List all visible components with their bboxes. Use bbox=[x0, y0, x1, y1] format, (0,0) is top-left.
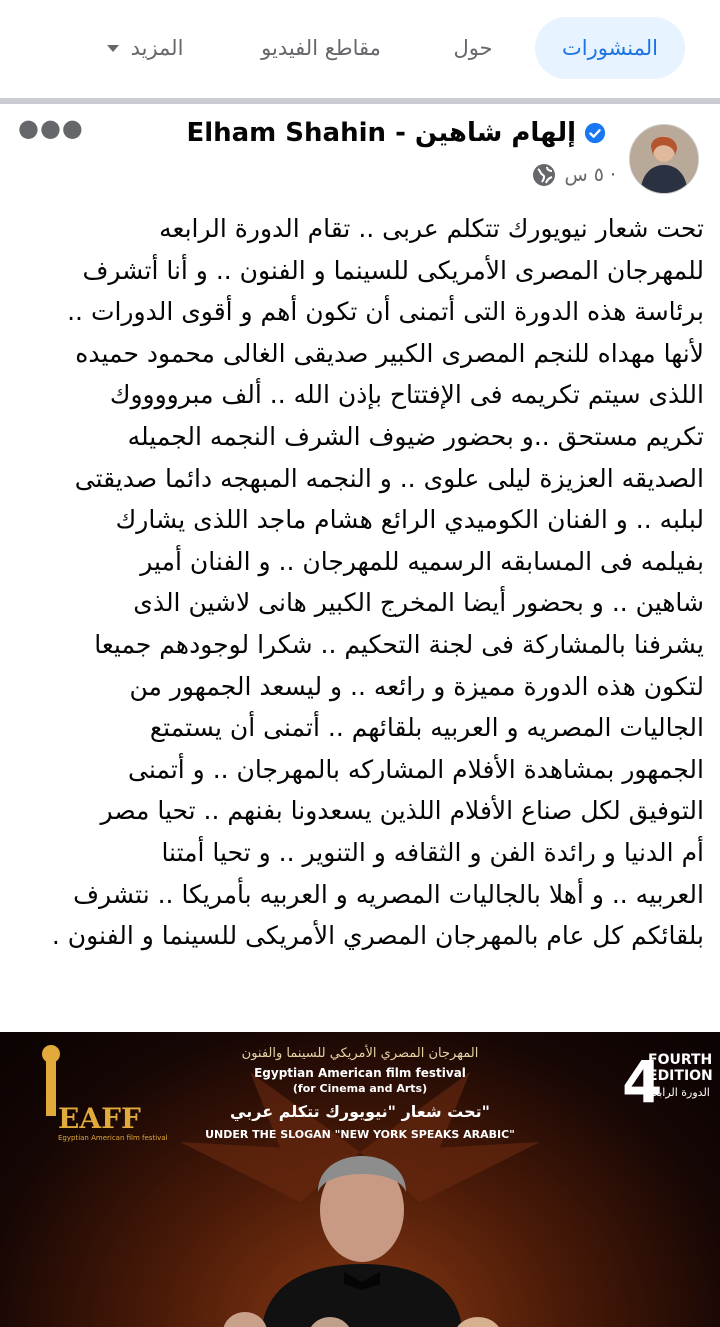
tab-posts-label: المنشورات bbox=[561, 36, 659, 60]
tab-about[interactable] bbox=[428, 17, 518, 79]
globe-icon bbox=[532, 163, 556, 187]
tab-more-label: المزيد bbox=[130, 36, 184, 60]
tab-about-label: حول bbox=[453, 36, 493, 60]
tab-videos-label: مقاطع الفيديو bbox=[261, 36, 381, 60]
poster-festival-sub: (for Cinema and Arts) bbox=[292, 1082, 428, 1095]
more-options-icon[interactable]: ●●● bbox=[18, 114, 84, 142]
poster-festival-en: Egyptian American film festival bbox=[254, 1066, 466, 1080]
post-text-line: للمهرجان المصرى الأمريكى للسينما و الفنون .. و أنا أتشرف bbox=[82, 255, 704, 285]
tab-videos[interactable] bbox=[232, 17, 410, 79]
post-image-poster[interactable] bbox=[0, 1032, 720, 1327]
author-name[interactable]: Elham Shahin - إلهام شاهين bbox=[186, 118, 576, 148]
profile-tabs bbox=[0, 0, 720, 96]
poster-slogan-en: UNDER THE SLOGAN "NEW YORK SPEAKS ARABIC" bbox=[205, 1128, 515, 1141]
verified-badge-icon bbox=[584, 122, 606, 144]
post-text-line: بفيلمه فى المسابقه الرسميه للمهرجان .. و الفنان أمير bbox=[140, 546, 704, 576]
post-text-line: لبلبه .. و الفنان الكوميدي الرائع هشام ماجد اللذى يشارك bbox=[115, 505, 704, 535]
post-text-line: التوفيق لكل صناع الأفلام اللذين يسعدونا بفنهم .. تحيا مصر bbox=[100, 796, 704, 826]
post-text-line: الجمهور بمشاهدة الأفلام المشاركه بالمهرجان .. و أتمنى bbox=[128, 754, 704, 784]
post-text-line: الجاليات المصريه و العربيه بلقائهم .. أتمنى أن يستمتع bbox=[149, 713, 704, 743]
post-meta bbox=[532, 163, 616, 187]
post-text-line: أم الدنيا و رائدة الفن و الثقافه و التنوير .. و تحيا أمتنا bbox=[161, 837, 704, 867]
poster-edition-number: 4 bbox=[622, 1048, 663, 1116]
post-text-line: تكريم مستحق ..و بحضور ضيوف الشرف النجمه الجميله bbox=[127, 421, 704, 451]
post-text-line: شاهين .. و بحضور أيضا المخرج الكبير هانى لاشين الذى bbox=[133, 588, 704, 618]
post-author-row[interactable] bbox=[186, 118, 614, 148]
tab-posts[interactable] bbox=[535, 17, 685, 79]
poster-edition-en: FOURTH EDITION bbox=[648, 1052, 713, 1084]
poster-edition-ar: الدورة الرابعة bbox=[648, 1086, 710, 1099]
post-text-line: العربيه .. و أهلا بالجاليات المصريه و العربيه بأمريكا .. نتشرف bbox=[73, 879, 704, 909]
post-text-line: برئاسة هذه الدورة التى أتمنى أن تكون أهم و أقوى الدورات .. bbox=[67, 297, 704, 327]
post-body bbox=[30, 208, 704, 957]
poster-logo-sub: Egyptian American film festival bbox=[58, 1134, 168, 1142]
post-text-line: لأنها مهداه للنجم المصرى الكبير صديقى الغالى محمود حميده bbox=[75, 338, 704, 368]
poster-logo: EAFF bbox=[58, 1102, 141, 1135]
author-avatar[interactable] bbox=[629, 124, 699, 194]
post-text-line: لتكون هذه الدورة مميزة و رائعه .. و ليسعد الجمهور من bbox=[129, 671, 704, 701]
section-divider bbox=[0, 98, 720, 104]
post-text-line: بلقائكم كل عام بالمهرجان المصري الأمريكى للسينما و الفنون . bbox=[51, 921, 704, 951]
poster-slogan-ar: تحت شعار "نيويورك تتكلم عربي" bbox=[230, 1102, 490, 1121]
caret-down-icon bbox=[107, 45, 119, 52]
avatar-image bbox=[630, 125, 698, 193]
post-time[interactable]: ٥ س · bbox=[564, 164, 616, 186]
poster-festival-ar: المهرجان المصري الأمريكي للسينما والفنون bbox=[241, 1046, 479, 1061]
tab-more[interactable] bbox=[90, 17, 200, 79]
post-text-line: اللذى سيتم تكريمه فى الإفتتاح بإذن الله .. ألف مبرووووك bbox=[109, 380, 704, 410]
post-text-line: تحت شعار نيويورك تتكلم عربى .. تقام الدورة الرابعه bbox=[159, 214, 704, 243]
post-text-line: الصديقه العزيزة ليلى علوى .. و النجمه المبهجه دائما صديقتى bbox=[74, 463, 704, 493]
post-text-line: يشرفنا بالمشاركة فى لجنة التحكيم .. شكرا لوجودهم جميعا bbox=[94, 629, 704, 659]
